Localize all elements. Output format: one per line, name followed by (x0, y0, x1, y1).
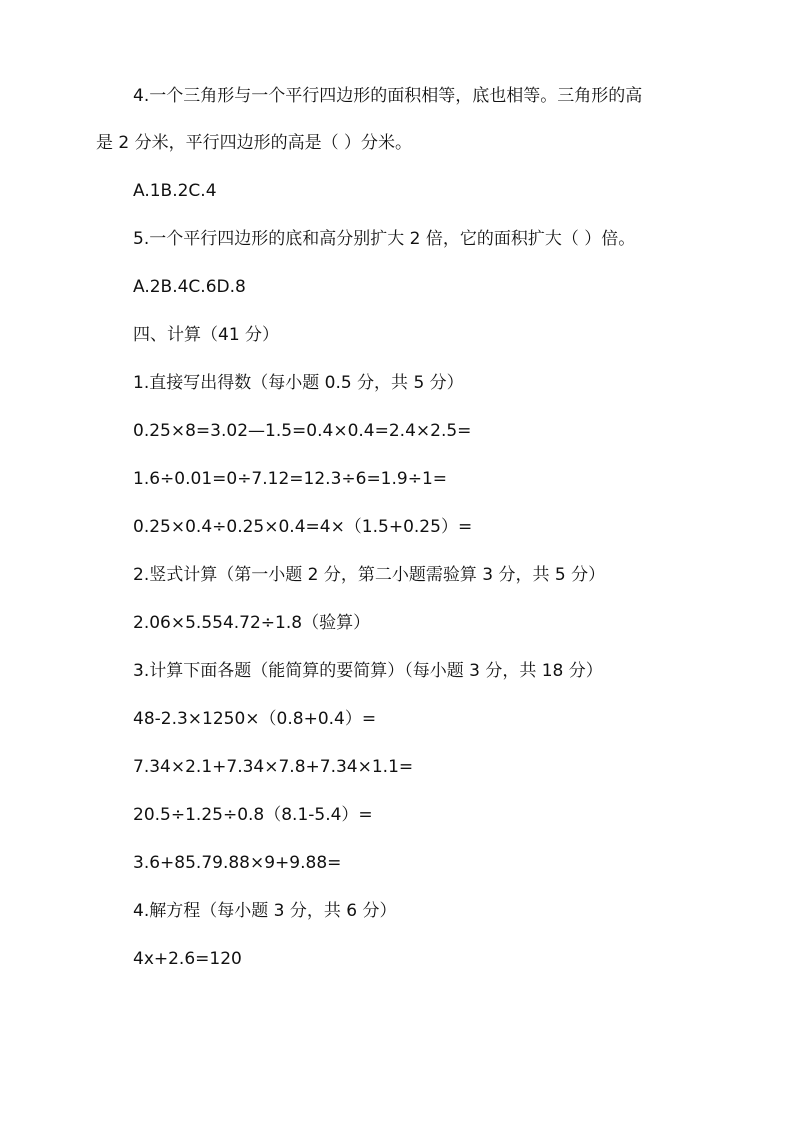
part-1-row-3: 0.25×0.4÷0.25×0.4=4×（1.5+0.25）= (133, 517, 473, 537)
part-3-heading: 3.计算下面各题（能简算的要简算）（每小题 3 分，共 18 分） (133, 661, 603, 681)
question-4-stem-line-2: 是 2 分米，平行四边形的高是（ ）分米。 (96, 133, 413, 153)
section-4-heading: 四、计算（41 分） (133, 325, 280, 345)
part-1-heading: 1.直接写出得数（每小题 0.5 分，共 5 分） (133, 373, 464, 393)
part-2-problems: 2.06×5.554.72÷1.8（验算） (133, 613, 371, 633)
question-5-options: A.2B.4C.6D.8 (133, 277, 246, 297)
part-1-row-2: 1.6÷0.01=0÷7.12=12.3÷6=1.9÷1= (133, 469, 448, 489)
question-4-stem-line-1: 4.一个三角形与一个平行四边形的面积相等，底也相等。三角形的高 (133, 86, 643, 106)
part-3-problem-4: 3.6+85.79.88×9+9.88= (133, 853, 342, 873)
question-5-stem: 5.一个平行四边形的底和高分别扩大 2 倍，它的面积扩大（ ）倍。 (133, 229, 636, 249)
question-4-options: A.1B.2C.4 (133, 181, 217, 201)
part-3-problem-2: 7.34×2.1+7.34×7.8+7.34×1.1= (133, 757, 414, 777)
part-1-row-1: 0.25×8=3.02—1.5=0.4×0.4=2.4×2.5= (133, 421, 472, 441)
part-2-heading: 2.竖式计算（第一小题 2 分，第二小题需验算 3 分，共 5 分） (133, 565, 606, 585)
part-4-heading: 4.解方程（每小题 3 分，共 6 分） (133, 901, 397, 921)
part-3-problem-1: 48-2.3×1250×（0.8+0.4）= (133, 709, 377, 729)
part-4-equation-1: 4x+2.6=120 (133, 949, 242, 969)
part-3-problem-3: 20.5÷1.25÷0.8（8.1-5.4）= (133, 805, 373, 825)
